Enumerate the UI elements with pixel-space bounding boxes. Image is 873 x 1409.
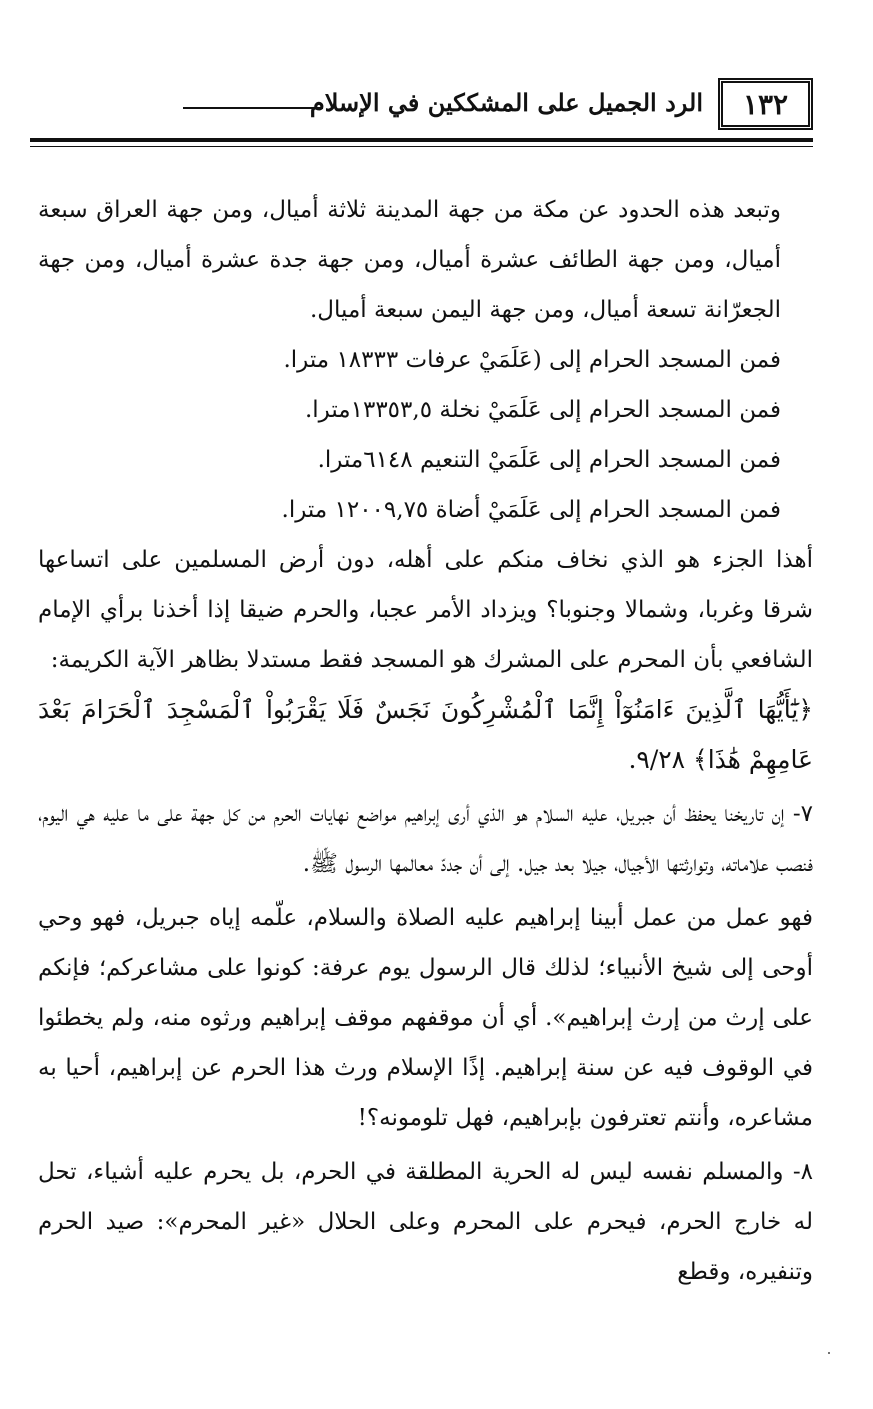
distance-adah: فمن المسجد الحرام إلى عَلَمَيْ أضاة ١٢٠٠٩,٧٥ مترا. (281, 497, 781, 523)
paragraph-shafii: أهذا الجزء هو الذي نخاف منكم على أهله، دون أرض المسلمين على اتساعها شرقا وغربا، وشمالا وجنوبا؟ ويزداد الأمر عجبا، والحرم ضيقا إذا أخذنا برأي الإمام الشافعي بأن المحرم على المشرك هو المسجد فقط مستدلا بظاهر الآية الكريمة: (38, 547, 813, 673)
header-dash-line (183, 107, 323, 109)
distance-tanim: فمن المسجد الحرام إلى عَلَمَيْ التنعيم ٦١٤٨مترا. (317, 447, 781, 473)
list-item-8: ٨- والمسلم نفسه ليس له الحرية المطلقة في الحرم، بل يحرم عليه أشياء، تحل له خارج الحرم، فيحرم على المحرم وعلى الحلال «غير المحرم»: صيد الحرم وتنفيره، وقطع (38, 1159, 813, 1285)
running-title: الرد الجميل على المشككين في الإسلام (309, 88, 703, 117)
distance-arafat: فمن المسجد الحرام إلى (عَلَمَيْ عرفات ١٨٣٣٣ مترا. (283, 347, 781, 373)
margin-speck (828, 1352, 830, 1354)
quran-verse: ﴿يَٰٓأَيُّهَا ٱلَّذِينَ ءَامَنُوٓاْ إِنَّمَا ٱلْمُشْرِكُونَ نَجَسٌ فَلَا يَقْرَبُواْ ٱلْمَسْجِدَ ٱلْحَرَامَ بَعْدَ عَامِهِمْ هَٰذَا﴾ ٩/٢٨. (38, 695, 813, 774)
page-number: ١٣٢ (718, 78, 813, 130)
page-header (30, 78, 813, 140)
distance-nakhla: فمن المسجد الحرام إلى عَلَمَيْ نخلة ١٣٣٥٣,٥مترا. (304, 397, 781, 423)
list-item-7: ٧- إن تاريخنا يحفظ أن جبريل، عليه السلام هو الذي أرى إبراهيم مواضع نهايات الحرم من كل جهة على ما عليه هي اليوم، فنصب علاماته، وتوارثتها الأجيال، جيلا بعد جيل. إلى أن جددّ معالمها الرسول ﷺ. (38, 801, 813, 877)
paragraph-ibrahim: فهو عمل من عمل أبينا إبراهيم عليه الصلاة والسلام، علّمه إياه جبريل، فهو وحي أوحى إلى شيخ الأنبياء؛ لذلك قال الرسول يوم عرفة: كونوا على مشاعركم؛ فإنكم على إرث من إرث إبراهيم». أي أن موقفهم موقف إبراهيم ورثوه منه، ولم يخطئوا في الوقوف فيه عن سنة إبراهيم. إذًا الإسلام ورث هذا الحرم عن إبراهيم، أحيا به مشاعره، وأنتم تعترفون بإبراهيم، فهل تلومونه؟! (38, 905, 813, 1131)
page-body (38, 185, 813, 1297)
header-thick-rule (30, 138, 813, 142)
paragraph-boundaries: وتبعد هذه الحدود عن مكة من جهة المدينة ثلاثة أميال، ومن جهة العراق سبعة أميال، ومن جهة الطائف عشرة أميال، ومن جهة جدة عشرة أميال، ومن جهة الجعرّانة تسعة أميال، ومن جهة اليمن سبعة أميال. (38, 197, 781, 323)
header-thin-rule (30, 146, 813, 147)
